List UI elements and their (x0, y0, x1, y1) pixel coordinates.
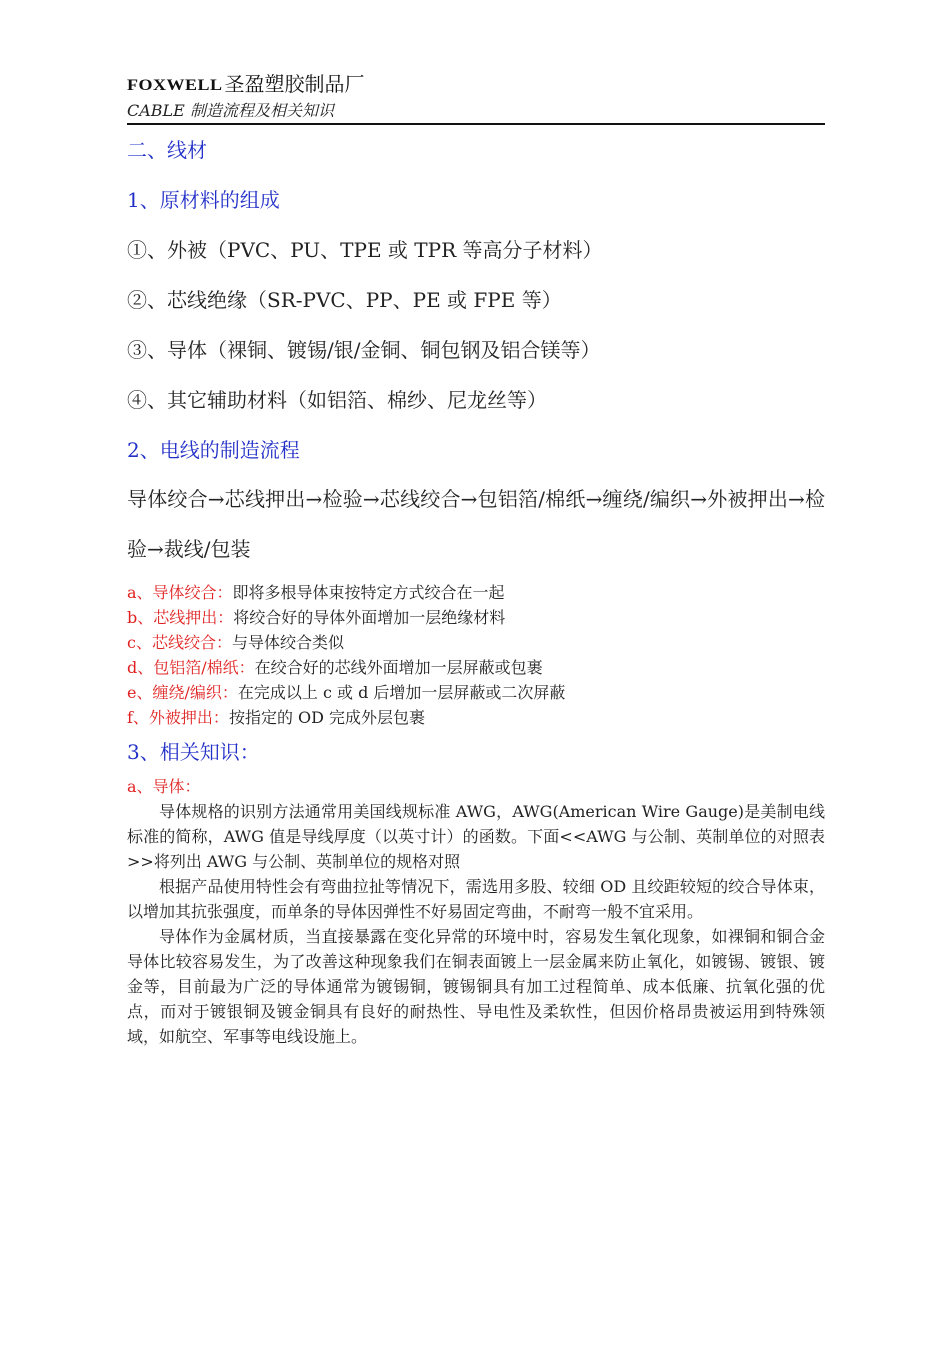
step-text: 即将多根导体束按特定方式绞合在一起 (232, 583, 505, 602)
step-text: 与导体绞合类似 (231, 633, 344, 652)
step-label: f、外被押出： (127, 708, 229, 727)
document-subtitle: CABLE 制造流程及相关知识 (127, 101, 334, 120)
process-step (127, 655, 825, 680)
step-label: e、缠绕/编织： (127, 683, 238, 702)
step-label: c、芯线绞合： (127, 633, 232, 652)
main-content (127, 134, 825, 1049)
heading-materials: 1、原材料的组成 (127, 188, 280, 212)
process-step (127, 605, 825, 630)
conductor-label: a、导体： (127, 777, 201, 796)
section-title: 二、线材 (127, 138, 207, 162)
knowledge-paragraph: 导体作为金属材质，当直接暴露在变化异常的环境中时，容易发生氧化现象，如裸铜和铜合金导体比较容易发生，为了改善这种现象我们在铜表面镀上一层金属来防止氧化，如镀锡、镀银、镀金等，目前最为广泛的导体通常为镀锡铜，镀锡铜具有加工过程简单、成本低廉、抗氧化强的优点，而对于镀银铜及镀金铜具有良好的耐热性、导电性及柔软性，但因价格昂贵被运用到特殊领域，如航空、军事等电线设施上。 (127, 927, 825, 1046)
step-text: 将绞合好的导体外面增加一层绝缘材料 (233, 608, 506, 627)
material-item: ④、其它辅助材料（如铝箔、棉纱、尼龙丝等） (127, 388, 547, 412)
step-text: 在完成以上 c 或 d 后增加一层屏蔽或二次屏蔽 (237, 683, 566, 702)
knowledge-paragraph: 导体规格的识别方法通常用美国线规标准 AWG，AWG(American Wire Gauge)是美制电线标准的简称，AWG 值是导线厚度（以英寸计）的函数。下面<<AWG 与公制、英制单位的对照表>>将列出 AWG 与公制、英制单位的规格对照 (127, 802, 825, 871)
knowledge-paragraph: 根据产品使用特性会有弯曲拉扯等情况下，需选用多股、较细 OD 且绞距较短的绞合导体束，以增加其抗张强度，而单条的导体因弹性不好易固定弯曲，不耐弯一般不宜采用。 (127, 877, 825, 921)
step-label: d、包铝箔/棉纸： (127, 658, 255, 677)
process-step (127, 680, 825, 705)
company-name: 圣盈塑胶制品厂 (224, 72, 365, 96)
step-text: 按指定的 OD 完成外层包裹 (228, 708, 426, 727)
header-divider (127, 123, 825, 125)
company-logo: FOXWELL (127, 76, 223, 94)
page-header (127, 68, 825, 120)
step-text: 在绞合好的芯线外面增加一层屏蔽或包裹 (254, 658, 543, 677)
heading-knowledge: 3、相关知识： (127, 740, 260, 764)
material-item: ①、外被（PVC、PU、TPE 或 TPR 等高分子材料） (127, 238, 603, 262)
process-step (127, 580, 825, 605)
process-step (127, 630, 825, 655)
heading-process: 2、电线的制造流程 (127, 438, 300, 462)
process-step (127, 705, 825, 730)
step-label: b、芯线押出： (127, 608, 234, 627)
material-item: ③、导体（裸铜、镀锡/银/金铜、铜包钢及铝合镁等） (127, 338, 601, 362)
step-label: a、导体绞合： (127, 583, 233, 602)
process-flow: 导体绞合→芯线押出→检验→芯线绞合→包铝箔/棉纸→缠绕/编织→外被押出→检验→裁线/包装 (127, 487, 825, 561)
material-item: ②、芯线绝缘（SR-PVC、PP、PE 或 FPE 等） (127, 288, 562, 312)
brand-line (127, 68, 825, 96)
